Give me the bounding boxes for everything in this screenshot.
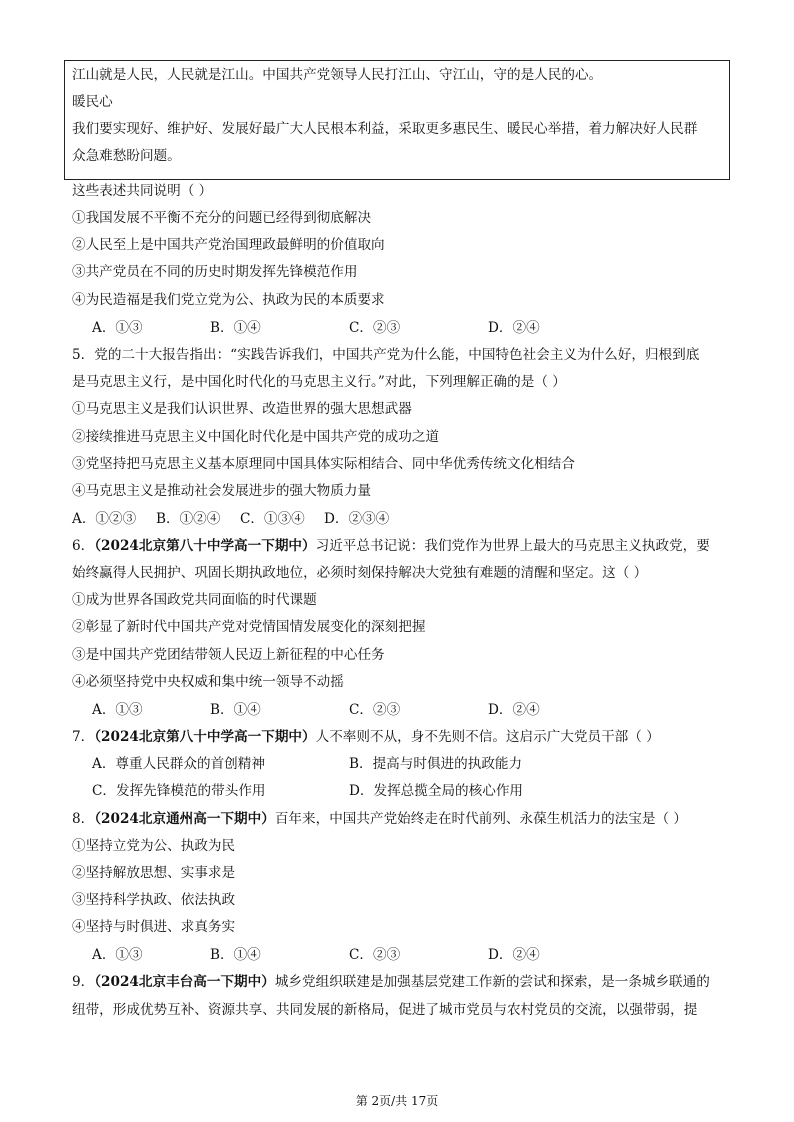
q6-source: （2024北京第八十中学高一下期中） [94,538,316,554]
q6-stem-line-1 [72,536,710,556]
q8-item-1: ①坚持立党为公、执政为民 [72,838,236,854]
q8-option-b: B．①④ [210,947,261,963]
q8-source: （2024北京通州高一下期中） [94,811,275,827]
material-line-4: 众急难愁盼问题。 [72,148,181,164]
q5-option-a: A．①②③ [72,511,137,527]
q6-item-2: ②彰显了新时代中国共产党对党情国情发展变化的深刻把握 [72,619,426,635]
q6-option-b: B．①④ [210,702,261,718]
material-line-2: 暖民心 [72,94,113,110]
material-line-1: 江山就是人民，人民就是江山。中国共产党领导人民打江山、守江山，守的是人民的心。 [72,67,603,83]
q8-item-4: ④坚持与时俱进、求真务实 [72,919,236,935]
q7-option-b: B．提高与时俱进的执政能力 [349,756,523,772]
q7-option-a: A．尊重人民群众的首创精神 [92,756,265,772]
q6-stem-text: 习近平总书记说：我们党作为世界上最大的马克思主义执政党，要 [315,538,710,554]
q8-option-d: D．②④ [488,947,540,963]
q5-item-2: ②接续推进马克思主义中国化时代化是中国共产党的成功之道 [72,429,440,445]
q4-option-d: D．②④ [488,320,540,336]
q6-stem-line-2: 始终赢得人民拥护、巩固长期执政地位，必须时刻保持解决大党独有难题的清醒和坚定。这（ ） [72,565,648,581]
q8-option-a: A．①③ [92,947,143,963]
q7-option-d: D．发挥总揽全局的核心作用 [349,783,524,799]
q6-item-1: ①成为世界各国政党共同面临的时代课题 [72,592,317,608]
q5-item-4: ④马克思主义是推动社会发展进步的强大物质力量 [72,483,372,499]
q8-item-2: ②坚持解放思想、实事求是 [72,865,236,881]
q4-option-c: C．②③ [349,320,401,336]
q8-item-3: ③坚持科学执政、依法执政 [72,892,236,908]
material-line-3: 我们要实现好、维护好、发展好最广大人民根本利益，采取更多惠民生、暖民心举措，着力解决好人民群 [72,121,698,137]
q6-option-a: A．①③ [92,702,143,718]
q5-option-c: C．①③④ [240,511,305,527]
q5-stem-line-1: 5．党的二十大报告指出：“实践告诉我们，中国共产党为什么能，中国特色社会主义为什么好，归根到底 [72,347,700,363]
q8-stem [72,809,687,829]
q7-number: 7． [72,729,95,745]
q4-option-b: B．①④ [210,320,261,336]
q5-item-3: ③党坚持把马克思主义基本原理同中国具体实际相结合、同中华优秀传统文化相结合 [72,456,575,472]
q9-stem-line-1 [72,972,710,992]
q9-stem-line-2: 纽带，形成优势互补、资源共享、共同发展的新格局，促进了城市党员与农村党员的交流，以强带弱，提 [72,1002,698,1018]
q8-number: 8． [72,811,95,827]
q5-stem-line-2: 是马克思主义行，是中国化时代化的马克思主义行。”对此，下列理解正确的是（ ） [72,374,566,390]
q6-item-3: ③是中国共产党团结带领人民迈上新征程的中心任务 [72,647,385,663]
q7-stem-text: 人不率则不从，身不先则不信。这启示广大党员干部（ ） [315,729,660,745]
q6-item-4: ④必须坚持党中央权威和集中统一领导不动摇 [72,674,344,690]
q7-option-c: C．发挥先锋模范的带头作用 [92,783,266,799]
q8-stem-text: 百年来，中国共产党始终走在时代前列、永葆生机活力的法宝是（ ） [274,811,687,827]
q5-option-d: D．②③④ [324,511,390,527]
q5-option-b: B．①②④ [156,511,221,527]
q7-source: （2024北京第八十中学高一下期中） [94,729,316,745]
q4-option-a: A．①③ [92,320,143,336]
q8-option-c: C．②③ [349,947,401,963]
q6-option-c: C．②③ [349,702,401,718]
q4-item-1: ①我国发展不平衡不充分的问题已经得到彻底解决 [72,210,372,226]
q6-option-d: D．②④ [488,702,540,718]
q6-number: 6． [72,538,95,554]
q4-item-3: ③共产党员在不同的历史时期发挥先锋模范作用 [72,264,358,280]
q4-item-4: ④为民造福是我们党立党为公、执政为民的本质要求 [72,292,385,308]
page-footer: 第 2页/共 17页 [355,1094,439,1108]
q4-stem: 这些表述共同说明（ ） [72,183,213,199]
q5-item-1: ①马克思主义是我们认识世界、改造世界的强大思想武器 [72,401,412,417]
q9-stem-text: 城乡党组织联建是加强基层党建工作新的尝试和探索，是一条城乡联通的 [274,974,710,990]
q9-source: （2024北京丰台高一下期中） [94,974,275,990]
q9-number: 9． [72,974,95,990]
q7-stem [72,727,660,747]
q4-item-2: ②人民至上是中国共产党治国理政最鲜明的价值取向 [72,237,385,253]
